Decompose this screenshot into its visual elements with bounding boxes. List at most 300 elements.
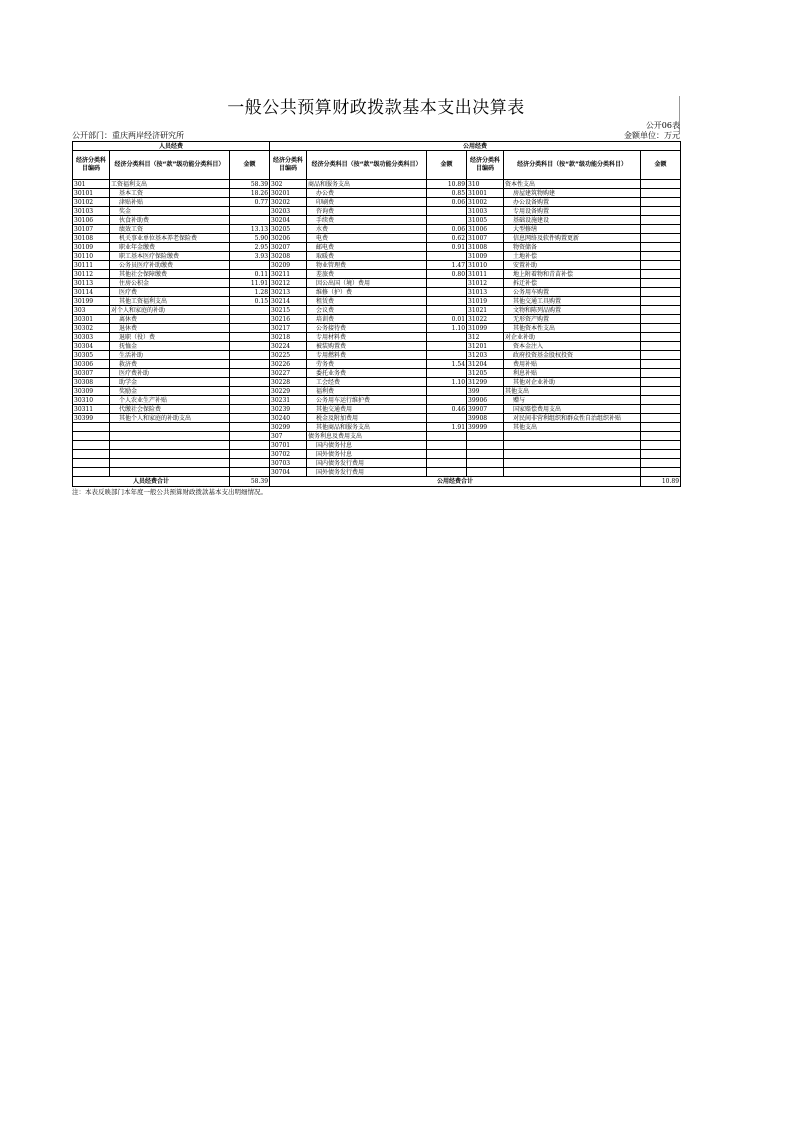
item-name-cell: 税金及附加费用 xyxy=(307,414,427,423)
code-cell: 31001 xyxy=(467,189,504,198)
personnel-total-label: 人员经费合计 xyxy=(73,477,230,487)
code-cell xyxy=(73,459,110,468)
code-cell: 39908 xyxy=(467,414,504,423)
amount-cell xyxy=(427,432,467,441)
amount-cell xyxy=(427,441,467,450)
item-name-cell: 国内债务付息 xyxy=(307,441,427,450)
amount-cell: 0.62 xyxy=(427,234,467,243)
item-name-cell: 医疗费补助 xyxy=(110,369,230,378)
amount-cell xyxy=(230,360,270,369)
item-name-cell xyxy=(110,441,230,450)
item-name-cell: 其他支出 xyxy=(504,387,641,396)
report-title: 一般公共预算财政拨款基本支出决算表 xyxy=(227,98,525,118)
code-cell: 30226 xyxy=(270,360,307,369)
amount-cell xyxy=(230,207,270,216)
item-name-cell: 退职（役）费 xyxy=(110,333,230,342)
item-name-cell: 其他对企业补助 xyxy=(504,378,641,387)
amount-cell xyxy=(641,387,681,396)
item-name-cell: 对企业补助 xyxy=(504,333,641,342)
code-cell: 30112 xyxy=(73,270,110,279)
amount-cell xyxy=(641,189,681,198)
code-cell: 30231 xyxy=(270,396,307,405)
code-cell: 30227 xyxy=(270,369,307,378)
item-name-cell: 其他个人和家庭的补助支出 xyxy=(110,414,230,423)
item-name-cell: 代缴社会保险费 xyxy=(110,405,230,414)
code-cell: 31007 xyxy=(467,234,504,243)
department-name: 公开部门：重庆两岸经济研究所 xyxy=(72,131,184,140)
code-cell: 31013 xyxy=(467,288,504,297)
item-name-cell: 委托业务费 xyxy=(307,369,427,378)
item-name-cell xyxy=(110,432,230,441)
code-cell: 31008 xyxy=(467,243,504,252)
code-cell: 30110 xyxy=(73,252,110,261)
table-row xyxy=(73,306,681,315)
amount-cell xyxy=(641,450,681,459)
amount-cell xyxy=(641,432,681,441)
code-cell: 30212 xyxy=(270,279,307,288)
amount-cell xyxy=(230,378,270,387)
code-cell xyxy=(73,432,110,441)
code-cell: 30225 xyxy=(270,351,307,360)
amount-cell xyxy=(427,468,467,477)
item-name-cell xyxy=(110,450,230,459)
code-cell: 30304 xyxy=(73,342,110,351)
item-name-cell: 办公费 xyxy=(307,189,427,198)
amount-cell: 0.80 xyxy=(427,270,467,279)
amount-cell xyxy=(230,261,270,270)
item-name-cell: 个人农业生产补贴 xyxy=(110,396,230,405)
item-name-cell: 培训费 xyxy=(307,315,427,324)
item-name-cell: 其他交通工具购置 xyxy=(504,297,641,306)
table-row xyxy=(73,315,681,324)
amount-cell xyxy=(230,450,270,459)
code-cell xyxy=(73,441,110,450)
amount-cell xyxy=(230,441,270,450)
code-cell: 30108 xyxy=(73,234,110,243)
table-row xyxy=(73,468,681,477)
amount-cell: 1.54 xyxy=(427,360,467,369)
amount-cell: 1.47 xyxy=(427,261,467,270)
item-name-cell: 公务用车购置 xyxy=(504,288,641,297)
amount-cell: 5.90 xyxy=(230,234,270,243)
amount-cell: 10.89 xyxy=(427,180,467,189)
item-name-cell: 邮电费 xyxy=(307,243,427,252)
table-row xyxy=(73,333,681,342)
table-row xyxy=(73,252,681,261)
amount-cell xyxy=(641,306,681,315)
totals-row xyxy=(73,477,681,487)
code-cell: 31205 xyxy=(467,369,504,378)
table-row xyxy=(73,441,681,450)
item-name-cell: 其他商品和服务支出 xyxy=(307,423,427,432)
item-name-cell: 因公出国（境）费用 xyxy=(307,279,427,288)
header-name: 经济分类科目（按“款”级功能分类科目） xyxy=(110,151,230,180)
item-name-cell: 房屋建筑物购建 xyxy=(504,189,641,198)
code-cell: 30309 xyxy=(73,387,110,396)
amount-cell xyxy=(641,180,681,189)
amount-cell xyxy=(230,468,270,477)
code-cell: 30208 xyxy=(270,252,307,261)
amount-cell: 1.10 xyxy=(427,378,467,387)
code-cell xyxy=(73,468,110,477)
code-cell: 30102 xyxy=(73,198,110,207)
item-name-cell: 土地补偿 xyxy=(504,252,641,261)
code-cell: 30205 xyxy=(270,225,307,234)
header-name: 经济分类科目（按“款”级功能分类科目） xyxy=(307,151,427,180)
item-name-cell xyxy=(504,441,641,450)
item-name-cell: 国外债务付息 xyxy=(307,450,427,459)
code-cell: 30209 xyxy=(270,261,307,270)
item-name-cell: 水费 xyxy=(307,225,427,234)
amount-cell xyxy=(641,459,681,468)
item-name-cell: 退休费 xyxy=(110,324,230,333)
item-name-cell: 其他社会保障缴费 xyxy=(110,270,230,279)
item-name-cell xyxy=(504,450,641,459)
item-name-cell: 伙食补助费 xyxy=(110,216,230,225)
item-name-cell: 物业管理费 xyxy=(307,261,427,270)
amount-cell xyxy=(230,423,270,432)
code-cell: 30305 xyxy=(73,351,110,360)
item-name-cell: 大型修缮 xyxy=(504,225,641,234)
item-name-cell: 会议费 xyxy=(307,306,427,315)
amount-cell xyxy=(427,306,467,315)
amount-cell xyxy=(641,414,681,423)
code-cell: 31002 xyxy=(467,198,504,207)
amount-cell xyxy=(230,405,270,414)
code-cell: 30204 xyxy=(270,216,307,225)
amount-cell xyxy=(641,405,681,414)
table-row xyxy=(73,378,681,387)
item-name-cell: 办公设备购置 xyxy=(504,198,641,207)
amount-cell xyxy=(230,342,270,351)
item-name-cell: 公务员医疗补助缴费 xyxy=(110,261,230,270)
code-cell: 30201 xyxy=(270,189,307,198)
item-name-cell: 电费 xyxy=(307,234,427,243)
code-cell: 30107 xyxy=(73,225,110,234)
table-row xyxy=(73,432,681,441)
table-row xyxy=(73,459,681,468)
amount-cell xyxy=(641,252,681,261)
item-name-cell xyxy=(504,468,641,477)
amount-cell xyxy=(641,378,681,387)
code-cell: 31009 xyxy=(467,252,504,261)
amount-cell xyxy=(230,324,270,333)
public-total-label: 公用经费合计 xyxy=(270,477,641,487)
code-cell: 31012 xyxy=(467,279,504,288)
amount-cell xyxy=(427,207,467,216)
item-name-cell: 租赁费 xyxy=(307,297,427,306)
amount-cell xyxy=(641,423,681,432)
item-name-cell: 对民间非营利组织和群众性自治组织补贴 xyxy=(504,414,641,423)
amount-cell xyxy=(230,459,270,468)
item-name-cell: 资本性支出 xyxy=(504,180,641,189)
code-cell xyxy=(467,450,504,459)
form-number: 公开06表 xyxy=(645,121,680,130)
header-amount: 金额 xyxy=(427,151,467,180)
code-cell: 30217 xyxy=(270,324,307,333)
amount-cell: 0.15 xyxy=(230,297,270,306)
amount-cell xyxy=(427,216,467,225)
item-name-cell: 资本金注入 xyxy=(504,342,641,351)
item-name-cell: 奖励金 xyxy=(110,387,230,396)
amount-cell xyxy=(427,387,467,396)
code-cell: 30228 xyxy=(270,378,307,387)
code-cell: 31021 xyxy=(467,306,504,315)
table-row xyxy=(73,423,681,432)
amount-cell: 0.11 xyxy=(230,270,270,279)
amount-cell xyxy=(641,243,681,252)
code-cell xyxy=(467,441,504,450)
code-cell: 30211 xyxy=(270,270,307,279)
table-row xyxy=(73,180,681,189)
item-name-cell: 助学金 xyxy=(110,378,230,387)
amount-cell xyxy=(230,369,270,378)
item-name-cell: 拆迁补偿 xyxy=(504,279,641,288)
item-name-cell: 基础设施建设 xyxy=(504,216,641,225)
code-cell: 30308 xyxy=(73,378,110,387)
expenditure-table xyxy=(72,141,681,487)
code-cell: 30704 xyxy=(270,468,307,477)
item-name-cell: 维修（护）费 xyxy=(307,288,427,297)
item-name-cell: 被装购置费 xyxy=(307,342,427,351)
item-name-cell: 费用补贴 xyxy=(504,360,641,369)
amount-cell xyxy=(641,468,681,477)
item-name-cell: 信息网络及软件购置更新 xyxy=(504,234,641,243)
amount-cell: 1.28 xyxy=(230,288,270,297)
amount-cell xyxy=(641,396,681,405)
amount-cell xyxy=(641,261,681,270)
item-name-cell xyxy=(504,432,641,441)
item-name-cell: 文物和陈列品购置 xyxy=(504,306,641,315)
table-row xyxy=(73,405,681,414)
report-sheet xyxy=(72,96,680,497)
code-cell: 30213 xyxy=(270,288,307,297)
amount-cell xyxy=(641,441,681,450)
code-cell: 30311 xyxy=(73,405,110,414)
code-cell: 30206 xyxy=(270,234,307,243)
amount-cell: 0.91 xyxy=(427,243,467,252)
code-cell: 30303 xyxy=(73,333,110,342)
item-name-cell: 无形资产购置 xyxy=(504,315,641,324)
code-cell: 30701 xyxy=(270,441,307,450)
code-cell: 30302 xyxy=(73,324,110,333)
item-name-cell: 绩效工资 xyxy=(110,225,230,234)
item-name-cell: 赠与 xyxy=(504,396,641,405)
amount-cell: 0.77 xyxy=(230,198,270,207)
header-code: 经济分类科目编码 xyxy=(73,151,110,180)
amount-cell xyxy=(641,333,681,342)
amount-cell: 0.06 xyxy=(427,198,467,207)
amount-cell xyxy=(641,351,681,360)
amount-cell xyxy=(230,306,270,315)
personnel-total-amount: 58.39 xyxy=(230,477,270,487)
amount-cell xyxy=(230,333,270,342)
amount-cell xyxy=(427,297,467,306)
table-body xyxy=(73,180,681,477)
item-name-cell: 取暖费 xyxy=(307,252,427,261)
amount-cell xyxy=(641,279,681,288)
footnote: 注：本表反映部门本年度一般公共预算财政拨款基本支出明细情况。 xyxy=(72,488,267,496)
amount-cell: 0.01 xyxy=(427,315,467,324)
table-row xyxy=(73,288,681,297)
table-row xyxy=(73,387,681,396)
amount-cell: 0.06 xyxy=(427,225,467,234)
code-cell: 399 xyxy=(467,387,504,396)
code-cell: 30240 xyxy=(270,414,307,423)
item-name-cell: 住房公积金 xyxy=(110,279,230,288)
code-cell: 31019 xyxy=(467,297,504,306)
item-name-cell: 奖金 xyxy=(110,207,230,216)
table-row xyxy=(73,450,681,459)
group-public: 公用经费 xyxy=(270,142,681,151)
header-amount: 金额 xyxy=(641,151,681,180)
item-name-cell: 机关事业单位基本养老保险费 xyxy=(110,234,230,243)
item-name-cell: 专用设备购置 xyxy=(504,207,641,216)
amount-cell xyxy=(427,396,467,405)
item-name-cell: 医疗费 xyxy=(110,288,230,297)
code-cell: 30101 xyxy=(73,189,110,198)
code-cell xyxy=(467,468,504,477)
item-name-cell: 离休费 xyxy=(110,315,230,324)
amount-cell xyxy=(230,216,270,225)
item-name-cell xyxy=(110,459,230,468)
code-cell: 39907 xyxy=(467,405,504,414)
amount-cell xyxy=(641,342,681,351)
amount-cell xyxy=(427,279,467,288)
amount-cell: 3.93 xyxy=(230,252,270,261)
item-name-cell: 国外债务发行费用 xyxy=(307,468,427,477)
amount-cell xyxy=(230,396,270,405)
code-cell: 30399 xyxy=(73,414,110,423)
code-cell: 31099 xyxy=(467,324,504,333)
code-cell: 31006 xyxy=(467,225,504,234)
table-row xyxy=(73,297,681,306)
table-row xyxy=(73,243,681,252)
item-name-cell: 对个人和家庭的补助 xyxy=(110,306,230,315)
table-row xyxy=(73,414,681,423)
table-row xyxy=(73,261,681,270)
table-row xyxy=(73,279,681,288)
code-cell: 30301 xyxy=(73,315,110,324)
amount-cell: 11.91 xyxy=(230,279,270,288)
amount-cell xyxy=(427,414,467,423)
code-cell: 30106 xyxy=(73,216,110,225)
amount-cell xyxy=(427,342,467,351)
amount-cell xyxy=(641,288,681,297)
amount-cell xyxy=(641,360,681,369)
code-cell: 31022 xyxy=(467,315,504,324)
amount-cell xyxy=(427,252,467,261)
code-cell: 307 xyxy=(270,432,307,441)
item-name-cell: 手续费 xyxy=(307,216,427,225)
amount-cell xyxy=(641,297,681,306)
code-cell xyxy=(467,459,504,468)
item-name-cell xyxy=(110,468,230,477)
item-name-cell: 职业年金缴费 xyxy=(110,243,230,252)
table-row xyxy=(73,342,681,351)
amount-cell xyxy=(641,198,681,207)
code-cell: 30239 xyxy=(270,405,307,414)
item-name-cell: 专用燃料费 xyxy=(307,351,427,360)
amount-cell: 18.26 xyxy=(230,189,270,198)
item-name-cell: 抚恤金 xyxy=(110,342,230,351)
code-cell: 30218 xyxy=(270,333,307,342)
item-name-cell: 地上附着物和青苗补偿 xyxy=(504,270,641,279)
item-name-cell: 其他资本性支出 xyxy=(504,324,641,333)
item-name-cell: 工资福利支出 xyxy=(110,180,230,189)
amount-cell xyxy=(641,270,681,279)
code-cell: 30703 xyxy=(270,459,307,468)
code-cell: 310 xyxy=(467,180,504,189)
amount-cell xyxy=(641,225,681,234)
amount-cell: 58.39 xyxy=(230,180,270,189)
code-cell: 30310 xyxy=(73,396,110,405)
item-name-cell: 公务用车运行维护费 xyxy=(307,396,427,405)
item-name-cell: 国家赔偿费用支出 xyxy=(504,405,641,414)
code-cell: 31005 xyxy=(467,216,504,225)
amount-cell: 1.91 xyxy=(427,423,467,432)
code-cell: 30307 xyxy=(73,369,110,378)
code-cell: 30224 xyxy=(270,342,307,351)
table-row xyxy=(73,369,681,378)
table-row xyxy=(73,396,681,405)
amount-cell xyxy=(230,432,270,441)
table-row xyxy=(73,351,681,360)
item-name-cell: 福利费 xyxy=(307,387,427,396)
item-name-cell xyxy=(504,459,641,468)
amount-cell: 2.95 xyxy=(230,243,270,252)
code-cell: 31299 xyxy=(467,378,504,387)
group-header-row xyxy=(73,142,681,151)
item-name-cell: 其他工资福利支出 xyxy=(110,297,230,306)
item-name-cell: 国内债务发行费用 xyxy=(307,459,427,468)
code-cell: 30202 xyxy=(270,198,307,207)
amount-cell xyxy=(427,459,467,468)
code-cell xyxy=(467,432,504,441)
amount-cell: 1.10 xyxy=(427,324,467,333)
amount-cell xyxy=(427,450,467,459)
amount-cell xyxy=(230,351,270,360)
amount-cell xyxy=(641,216,681,225)
code-cell: 31010 xyxy=(467,261,504,270)
code-cell: 31203 xyxy=(467,351,504,360)
amount-cell xyxy=(230,315,270,324)
amount-cell xyxy=(641,315,681,324)
code-cell: 30114 xyxy=(73,288,110,297)
code-cell: 31003 xyxy=(467,207,504,216)
amount-unit: 金额单位：万元 xyxy=(624,131,680,140)
code-cell: 30215 xyxy=(270,306,307,315)
code-cell: 31011 xyxy=(467,270,504,279)
header-code: 经济分类科目编码 xyxy=(270,151,307,180)
amount-cell: 13.13 xyxy=(230,225,270,234)
table-row xyxy=(73,225,681,234)
code-cell: 30109 xyxy=(73,243,110,252)
header-name: 经济分类科目（按“款”级功能分类科目） xyxy=(504,151,641,180)
item-name-cell: 职工基本医疗保险缴费 xyxy=(110,252,230,261)
amount-cell xyxy=(427,351,467,360)
code-cell: 39906 xyxy=(467,396,504,405)
code-cell: 30299 xyxy=(270,423,307,432)
item-name-cell: 公务接待费 xyxy=(307,324,427,333)
table-row xyxy=(73,189,681,198)
amount-cell xyxy=(641,369,681,378)
item-name-cell: 安置补助 xyxy=(504,261,641,270)
group-personnel: 人员经费 xyxy=(73,142,270,151)
column-header-row xyxy=(73,151,681,180)
item-name-cell: 其他交通费用 xyxy=(307,405,427,414)
table-row xyxy=(73,324,681,333)
